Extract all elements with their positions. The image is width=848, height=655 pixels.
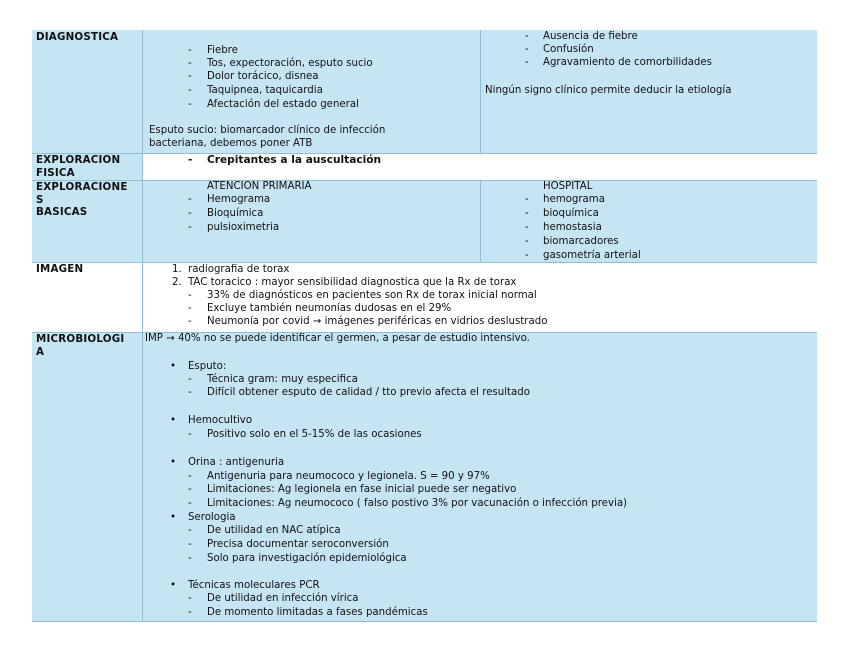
- dash-marker: -: [188, 607, 192, 618]
- bullet-marker: •: [170, 580, 177, 591]
- row-imagen: [32, 262, 817, 332]
- ap-item: pulsioximetria: [207, 222, 280, 233]
- cell-microbiologia: [143, 332, 817, 622]
- column-divider: [142, 30, 143, 622]
- dash-marker: -: [188, 525, 192, 536]
- dash-marker: -: [188, 498, 192, 509]
- list-number: 1.: [172, 264, 182, 275]
- dash-marker: -: [525, 57, 529, 68]
- exploracion-item: Crepitantes a la auscultación: [207, 154, 382, 166]
- bullet-marker: •: [170, 457, 177, 468]
- label-imagen: IMAGEN: [32, 262, 142, 332]
- list-number: 2.: [172, 277, 182, 288]
- imagen-sub-item: Excluye también neumonías dudosas en el 29%: [207, 303, 452, 314]
- diag-left-item: Tos, expectoración, esputo sucio: [207, 58, 373, 69]
- cell-diagnostica-left: [143, 30, 480, 153]
- dash-marker: -: [188, 194, 192, 205]
- row-divider: [32, 621, 817, 622]
- column-title: ATENCION PRIMARIA: [207, 181, 312, 192]
- diag-left-item: Taquipnea, taquicardia: [207, 85, 323, 96]
- micro-item: Precisa documentar seroconversión: [207, 539, 389, 550]
- micro-item: De momento limitadas a fases pandémicas: [207, 607, 428, 618]
- label-line: FISICA: [36, 166, 75, 179]
- label-line: A: [36, 345, 45, 358]
- bullet-marker: •: [170, 415, 177, 426]
- ap-item: Bioquímica: [207, 208, 264, 219]
- diag-note: Esputo sucio: biomarcador clínico de infección: [149, 125, 386, 136]
- dash-marker: -: [188, 208, 192, 219]
- micro-item: De utilidad en NAC atípica: [207, 525, 341, 536]
- micro-item: Positivo solo en el 5-15% de las ocasiones: [207, 429, 422, 440]
- micro-item: Solo para investigación epidemiológica: [207, 553, 407, 564]
- imagen-item: radiografia de torax: [188, 264, 290, 275]
- dash-marker: -: [525, 208, 529, 219]
- micro-heading: Hemocultivo: [188, 415, 253, 426]
- dash-marker: -: [188, 222, 192, 233]
- dash-marker: -: [525, 250, 529, 261]
- dash-marker: -: [188, 71, 192, 82]
- dash-marker: -: [188, 471, 192, 482]
- cell-imagen: [143, 262, 817, 332]
- bullet-marker: •: [170, 512, 177, 523]
- dash-marker: -: [525, 194, 529, 205]
- dash-marker: -: [188, 316, 192, 327]
- cell-hospital: [481, 180, 817, 262]
- dash-marker: -: [188, 374, 192, 385]
- diag-left-item: Fiebre: [207, 45, 238, 56]
- dash-marker: -: [188, 154, 193, 166]
- dash-marker: -: [525, 236, 529, 247]
- dash-marker: -: [188, 387, 192, 398]
- dash-marker: -: [188, 429, 192, 440]
- column-divider: [480, 180, 481, 262]
- imagen-sub-item: Neumonía por covid → imágenes periféricas en vidrios deslustrado: [207, 316, 548, 327]
- micro-heading: Serologia: [188, 512, 236, 523]
- ap-item: Hemograma: [207, 194, 271, 205]
- micro-item: Antigenuria para neumococo y legionela. S = 90 y 97%: [207, 471, 490, 482]
- row-exploraciones-basicas: [32, 180, 817, 262]
- bullet-marker: •: [170, 361, 177, 372]
- label-exploraciones-basicas: [32, 180, 142, 262]
- hospital-item: gasometría arterial: [543, 250, 641, 261]
- dash-marker: -: [188, 58, 192, 69]
- imagen-sub-item: 33% de diagnósticos en pacientes son Rx de torax inicial normal: [207, 290, 537, 301]
- hospital-item: bioquímica: [543, 208, 599, 219]
- cell-diagnostica-right: [481, 30, 817, 153]
- label-microbiologia: [32, 332, 142, 622]
- dash-marker: -: [188, 553, 192, 564]
- diag-left-item: Dolor torácico, disnea: [207, 71, 319, 82]
- row-exploracion-fisica: [32, 153, 817, 180]
- hospital-item: hemostasia: [543, 222, 602, 233]
- label-line: EXPLORACION: [36, 154, 121, 166]
- diag-left-item: Afectación del estado general: [207, 99, 359, 110]
- micro-item: Limitaciones: Ag neumococo ( falso postivo 3% por vacunación o infección previa): [207, 498, 628, 509]
- micro-item: Difícil obtener esputo de calidad / tto previo afecta el resultado: [207, 387, 530, 398]
- imagen-item: TAC toracico : mayor sensibilidad diagnostica que la Rx de torax: [188, 277, 517, 288]
- micro-item: Limitaciones: Ag legionela en fase inicial puede ser negativo: [207, 484, 517, 495]
- column-divider: [480, 30, 481, 153]
- dash-marker: -: [525, 44, 529, 55]
- dash-marker: -: [188, 303, 192, 314]
- label-line: BASICAS: [36, 206, 88, 218]
- dash-marker: -: [188, 593, 192, 604]
- micro-heading: Técnicas moleculares PCR: [188, 580, 320, 591]
- dash-marker: -: [525, 222, 529, 233]
- dash-marker: -: [188, 484, 192, 495]
- diag-note: bacteriana, debemos poner ATB: [149, 138, 313, 149]
- diag-right-note: Ningún signo clínico permite deducir la etiología: [485, 85, 732, 96]
- row-diagnostica: [32, 30, 817, 153]
- label-line: EXPLORACIONE: [36, 181, 128, 193]
- dash-marker: -: [188, 539, 192, 550]
- row-divider: [32, 180, 817, 181]
- hospital-item: hemograma: [543, 194, 605, 205]
- cell-atencion-primaria: [143, 180, 480, 262]
- diag-right-item: Ausencia de fiebre: [543, 31, 638, 42]
- micro-item: De utilidad en infección vírica: [207, 593, 359, 604]
- label-line: S: [36, 193, 44, 206]
- row-divider: [32, 153, 817, 154]
- row-divider: [32, 332, 817, 333]
- micro-heading: Orina : antigenuria: [188, 457, 285, 468]
- dash-marker: -: [525, 31, 529, 42]
- dash-marker: -: [188, 45, 192, 56]
- dash-marker: -: [188, 99, 192, 110]
- hospital-item: biomarcadores: [543, 236, 619, 247]
- row-divider: [32, 262, 817, 263]
- label-diagnostica: DIAGNOSTICA: [32, 30, 142, 153]
- diag-right-item: Agravamiento de comorbilidades: [543, 57, 712, 68]
- micro-item: Técnica gram: muy especifica: [207, 374, 358, 385]
- dash-marker: -: [188, 85, 192, 96]
- micro-heading: Esputo:: [188, 361, 227, 372]
- diag-right-item: Confusión: [543, 44, 594, 55]
- cell-exploracion-fisica: [143, 153, 817, 180]
- micro-intro: IMP → 40% no se puede identificar el germen, a pesar de estudio intensivo.: [145, 333, 530, 344]
- row-microbiologia: [32, 332, 817, 622]
- column-title: HOSPITAL: [543, 181, 593, 192]
- dash-marker: -: [188, 290, 192, 301]
- label-line: MICROBIOLOGI: [36, 333, 125, 345]
- label-exploracion-fisica: [32, 153, 142, 180]
